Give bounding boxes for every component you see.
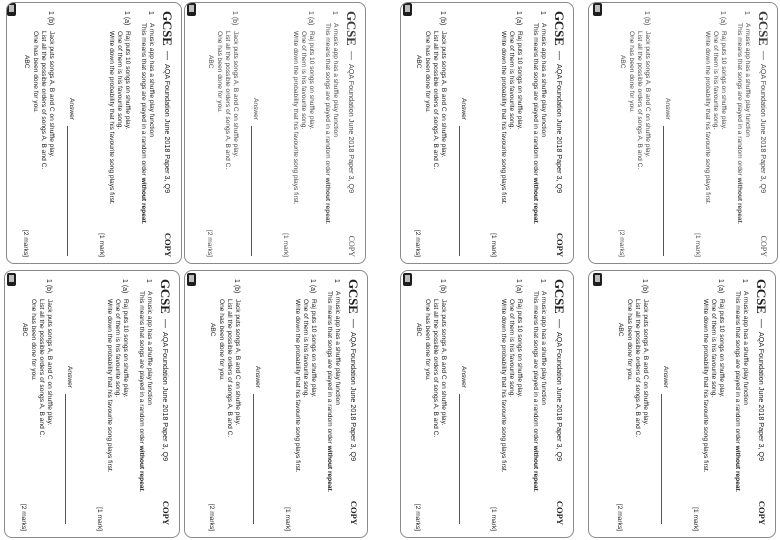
- part-b-line-1: Jack puts songs A, B and C on shuffle play.: [642, 299, 649, 426]
- part-b-line-2: List all the possible orders of songs A, B and C.: [224, 31, 231, 170]
- part-a-line-3: Write down the probability that his favourite song plays first.: [702, 299, 709, 473]
- part-b-marks: [2 marks]: [208, 503, 215, 531]
- question-card-3: [400, 2, 574, 264]
- part-a-label: 1 (a): [717, 279, 724, 294]
- copy-label: COPY: [163, 232, 173, 257]
- question-number: 1: [147, 11, 154, 15]
- part-b-label: 1 (b): [45, 279, 52, 294]
- part-a-line-1: Raj puts 10 songs on shuffle play.: [720, 31, 727, 130]
- intro-line-2: This means that songs are played in a random order without repeat.: [532, 23, 539, 225]
- header-dash: —: [759, 51, 769, 60]
- part-a-line-1: Raj puts 10 songs on shuffle play.: [718, 299, 725, 398]
- part-b-label: 1 (b): [231, 11, 238, 26]
- part-a-line-3: Write down the probability that his favourite song plays first.: [292, 31, 299, 205]
- answer-row: [458, 366, 467, 524]
- intro-line-2: This means that songs are played in a random order without repeat.: [736, 23, 743, 225]
- without-repeat-emphasis: without repeat: [324, 177, 331, 223]
- part-b-line-3: One has been done for you.: [626, 299, 633, 381]
- answer-label: Answer: [252, 98, 259, 120]
- card-header: [552, 279, 567, 525]
- without-repeat-emphasis: without repeat: [532, 177, 539, 223]
- part-a-line-2: One of them is his favourite song.: [508, 299, 515, 398]
- part-a-line-1: Raj puts 10 songs on shuffle play.: [516, 299, 523, 398]
- part-a-line-3: Write down the probability that his favourite song plays first.: [500, 299, 507, 473]
- question-number: 1: [331, 11, 338, 15]
- intro-line-1: A music app has a shuffle play function: [540, 23, 547, 137]
- gcse-badge: GCSE: [158, 279, 173, 314]
- part-b-marks: [2 marks]: [616, 503, 623, 531]
- part-b-label: 1 (b): [47, 11, 54, 26]
- answer-row: [660, 366, 669, 524]
- part-b-marks: [2 marks]: [618, 229, 625, 257]
- part-b-marks: [2 marks]: [414, 503, 421, 531]
- card-content: [401, 3, 571, 263]
- part-b-line-3: One has been done for you.: [216, 31, 223, 113]
- answer-line[interactable]: [661, 394, 662, 524]
- question-card-2: [184, 2, 366, 264]
- part-b-line-2: List all the possible orders of songs A, B and C.: [226, 299, 233, 438]
- copy-label: COPY: [349, 500, 359, 525]
- gcse-badge: GCSE: [552, 279, 567, 314]
- card-content: [401, 271, 571, 537]
- part-a-line-2: One of them is his favourite song.: [116, 31, 123, 130]
- answer-row: [458, 98, 467, 256]
- part-b-label: 1 (b): [641, 279, 648, 294]
- answer-row: [64, 366, 73, 524]
- copy-label: COPY: [555, 232, 565, 257]
- answer-label: Answer: [68, 98, 75, 120]
- card-content: [185, 271, 365, 537]
- part-b-label: 1 (b): [439, 279, 446, 294]
- question-card-7: [400, 270, 574, 538]
- source-reference: AQA Foundation June 2018 Paper 3, Q9: [161, 332, 170, 462]
- part-a-label: 1 (a): [309, 279, 316, 294]
- source-reference: AQA Foundation June 2018 Paper 3, Q9: [759, 64, 768, 194]
- part-a-line-1: Raj puts 10 songs on shuffle play.: [310, 299, 317, 398]
- intro-line-2: This means that songs are played in a random order without repeat.: [324, 23, 331, 225]
- part-a-marks: [1 mark]: [490, 233, 497, 257]
- header-dash: —: [349, 319, 359, 328]
- part-a-line-2: One of them is his favourite song.: [710, 299, 717, 398]
- part-b-line-3: One has been done for you.: [32, 31, 39, 113]
- answer-line[interactable]: [663, 126, 664, 256]
- header-dash: —: [757, 319, 767, 328]
- source-reference: AQA Foundation June 2018 Paper 3, Q9: [163, 64, 172, 194]
- part-a-marks: [1 mark]: [98, 233, 105, 257]
- gcse-badge: GCSE: [552, 11, 567, 46]
- intro-line-1: A music app has a shuffle play function: [540, 291, 547, 405]
- card-content: [5, 271, 177, 537]
- question-number: 1: [741, 279, 748, 283]
- part-a-line-3: Write down the probability that his favourite song plays first.: [704, 31, 711, 205]
- header-dash: —: [163, 51, 173, 60]
- answer-line[interactable]: [253, 394, 254, 524]
- intro-line-1: A music app has a shuffle play function: [744, 23, 751, 137]
- gcse-badge: GCSE: [344, 11, 359, 46]
- part-b-line-1: Jack puts songs A, B and C on shuffle play.: [440, 299, 447, 426]
- answer-line[interactable]: [251, 126, 252, 256]
- question-number: 1: [743, 11, 750, 15]
- source-reference: AQA Foundation June 2018 Paper 3, Q9: [349, 332, 358, 462]
- example-order: ABC: [23, 55, 30, 69]
- part-a-line-1: Raj puts 10 songs on shuffle play.: [122, 299, 129, 398]
- intro-line-1: A music app has a shuffle play function: [332, 23, 339, 137]
- part-b-line-2: List all the possible orders of songs A, B and C.: [38, 299, 45, 438]
- header-dash: —: [347, 51, 357, 60]
- without-repeat-emphasis: without repeat: [734, 445, 741, 491]
- part-b-line-3: One has been done for you.: [30, 299, 37, 381]
- copy-label: COPY: [757, 500, 767, 525]
- intro-line-2: This means that songs are played in a random order without repeat.: [326, 291, 333, 493]
- part-b-line-2: List all the possible orders of songs A, B and C.: [636, 31, 643, 170]
- question-number: 1: [539, 279, 546, 283]
- answer-label: Answer: [460, 98, 467, 120]
- example-order: ABC: [619, 55, 626, 69]
- intro-line-1: A music app has a shuffle play function: [334, 291, 341, 405]
- source-reference: AQA Foundation June 2018 Paper 3, Q9: [347, 64, 356, 194]
- header-dash: —: [555, 51, 565, 60]
- intro-line-1: A music app has a shuffle play function: [742, 291, 749, 405]
- part-b-label: 1 (b): [439, 11, 446, 26]
- card-content: [185, 3, 363, 263]
- gcse-badge: GCSE: [346, 279, 361, 314]
- part-b-line-1: Jack puts songs A, B and C on shuffle play.: [48, 31, 55, 158]
- answer-row: [252, 366, 261, 524]
- copy-label: COPY: [555, 500, 565, 525]
- part-a-line-2: One of them is his favourite song.: [508, 31, 515, 130]
- card-header: [756, 11, 771, 257]
- part-a-line-2: One of them is his favourite song.: [300, 31, 307, 130]
- question-number: 1: [145, 279, 152, 283]
- answer-label: Answer: [460, 366, 467, 388]
- part-b-line-1: Jack puts songs A, B and C on shuffle play.: [234, 299, 241, 426]
- part-a-marks: [1 mark]: [490, 507, 497, 531]
- question-card-8: [588, 270, 776, 538]
- example-order: ABC: [209, 323, 216, 337]
- part-b-line-1: Jack puts songs A, B and C on shuffle play.: [440, 31, 447, 158]
- gcse-badge: GCSE: [754, 279, 769, 314]
- example-order: ABC: [415, 323, 422, 337]
- intro-line-2: This means that songs are played in a random order without repeat.: [734, 291, 741, 493]
- card-header: [346, 279, 361, 525]
- part-b-line-1: Jack puts songs A, B and C on shuffle play.: [644, 31, 651, 158]
- part-b-marks: [2 marks]: [22, 229, 29, 257]
- card-header: [344, 11, 359, 257]
- part-a-label: 1 (a): [515, 11, 522, 26]
- without-repeat-emphasis: without repeat: [736, 177, 743, 223]
- answer-label: Answer: [254, 366, 261, 388]
- part-a-marks: [1 mark]: [96, 507, 103, 531]
- header-dash: —: [555, 319, 565, 328]
- part-a-line-1: Raj puts 10 songs on shuffle play.: [308, 31, 315, 130]
- card-header: [158, 279, 173, 525]
- part-a-label: 1 (a): [719, 11, 726, 26]
- example-order: ABC: [617, 323, 624, 337]
- card-header: [160, 11, 175, 257]
- part-a-label: 1 (a): [123, 11, 130, 26]
- card-content: [589, 3, 775, 263]
- part-b-line-3: One has been done for you.: [218, 299, 225, 381]
- intro-line-1: A music app has a shuffle play function: [148, 23, 155, 137]
- copy-label: COPY: [347, 235, 356, 257]
- source-reference: AQA Foundation June 2018 Paper 3, Q9: [555, 332, 564, 462]
- intro-line-2: This means that songs are played in a random order without repeat.: [532, 291, 539, 493]
- part-b-line-3: One has been done for you.: [628, 31, 635, 113]
- without-repeat-emphasis: without repeat: [140, 177, 147, 223]
- card-content: [7, 3, 179, 263]
- header-dash: —: [161, 319, 171, 328]
- part-a-line-3: Write down the probability that his favourite song plays first.: [106, 299, 113, 473]
- card-header: [754, 279, 769, 525]
- part-a-line-1: Raj puts 10 songs on shuffle play.: [516, 31, 523, 130]
- part-a-line-3: Write down the probability that his favourite song plays first.: [500, 31, 507, 205]
- question-card-5: [4, 270, 180, 538]
- part-a-marks: [1 mark]: [694, 233, 701, 257]
- part-b-line-2: List all the possible orders of songs A, B and C.: [40, 31, 47, 170]
- intro-line-2: This means that songs are played in a random order without repeat.: [140, 23, 147, 225]
- question-number: 1: [333, 279, 340, 283]
- part-b-line-2: List all the possible orders of songs A, B and C.: [432, 299, 439, 438]
- part-b-line-3: One has been done for you.: [424, 31, 431, 113]
- gcse-badge: GCSE: [160, 11, 175, 46]
- gcse-badge: GCSE: [756, 11, 771, 46]
- part-a-marks: [1 mark]: [282, 233, 289, 257]
- answer-line[interactable]: [67, 126, 68, 256]
- question-number: 1: [539, 11, 546, 15]
- part-a-line-3: Write down the probability that his favourite song plays first.: [108, 31, 115, 205]
- question-card-4: [588, 2, 778, 264]
- part-b-marks: [2 marks]: [414, 229, 421, 257]
- example-order: ABC: [21, 323, 28, 337]
- part-b-label: 1 (b): [233, 279, 240, 294]
- part-b-line-1: Jack puts songs A, B and C on shuffle play.: [232, 31, 239, 158]
- part-a-line-2: One of them is his favourite song.: [712, 31, 719, 130]
- intro-line-1: A music app has a shuffle play function: [146, 291, 153, 405]
- part-b-marks: [2 marks]: [20, 503, 27, 531]
- part-a-line-3: Write down the probability that his favourite song plays first.: [294, 299, 301, 473]
- answer-label: Answer: [66, 366, 73, 388]
- example-order: ABC: [207, 55, 214, 69]
- part-a-label: 1 (a): [121, 279, 128, 294]
- source-reference: AQA Foundation June 2018 Paper 3, Q9: [757, 332, 766, 462]
- part-a-line-2: One of them is his favourite song.: [302, 299, 309, 398]
- part-b-line-2: List all the possible orders of songs A, B and C.: [432, 31, 439, 170]
- answer-label: Answer: [662, 366, 669, 388]
- card-header: [552, 11, 567, 257]
- part-b-marks: [2 marks]: [206, 229, 213, 257]
- answer-line[interactable]: [459, 394, 460, 524]
- copy-label: COPY: [759, 235, 768, 257]
- answer-line[interactable]: [459, 126, 460, 256]
- card-content: [589, 271, 773, 537]
- without-repeat-emphasis: without repeat: [532, 445, 539, 491]
- part-a-label: 1 (a): [515, 279, 522, 294]
- question-card-1: [6, 2, 182, 264]
- answer-row: [662, 98, 671, 256]
- answer-row: [250, 98, 259, 256]
- source-reference: AQA Foundation June 2018 Paper 3, Q9: [555, 64, 564, 194]
- part-b-line-3: One has been done for you.: [424, 299, 431, 381]
- part-b-line-2: List all the possible orders of songs A, B and C.: [634, 299, 641, 438]
- question-card-6: [184, 270, 368, 538]
- example-order: ABC: [415, 55, 422, 69]
- without-repeat-emphasis: without repeat: [326, 445, 333, 491]
- part-b-label: 1 (b): [643, 11, 650, 26]
- answer-label: Answer: [664, 98, 671, 120]
- part-a-marks: [1 mark]: [692, 507, 699, 531]
- part-a-label: 1 (a): [307, 11, 314, 26]
- part-a-line-2: One of them is his favourite song.: [114, 299, 121, 398]
- answer-row: [66, 98, 75, 256]
- part-a-line-1: Raj puts 10 songs on shuffle play.: [124, 31, 131, 130]
- part-a-marks: [1 mark]: [284, 507, 291, 531]
- answer-line[interactable]: [65, 394, 66, 524]
- intro-line-2: This means that songs are played in a random order without repeat.: [138, 291, 145, 493]
- part-b-line-1: Jack puts songs A, B and C on shuffle play.: [46, 299, 53, 426]
- without-repeat-emphasis: without repeat: [138, 445, 145, 491]
- copy-label: COPY: [161, 500, 171, 525]
